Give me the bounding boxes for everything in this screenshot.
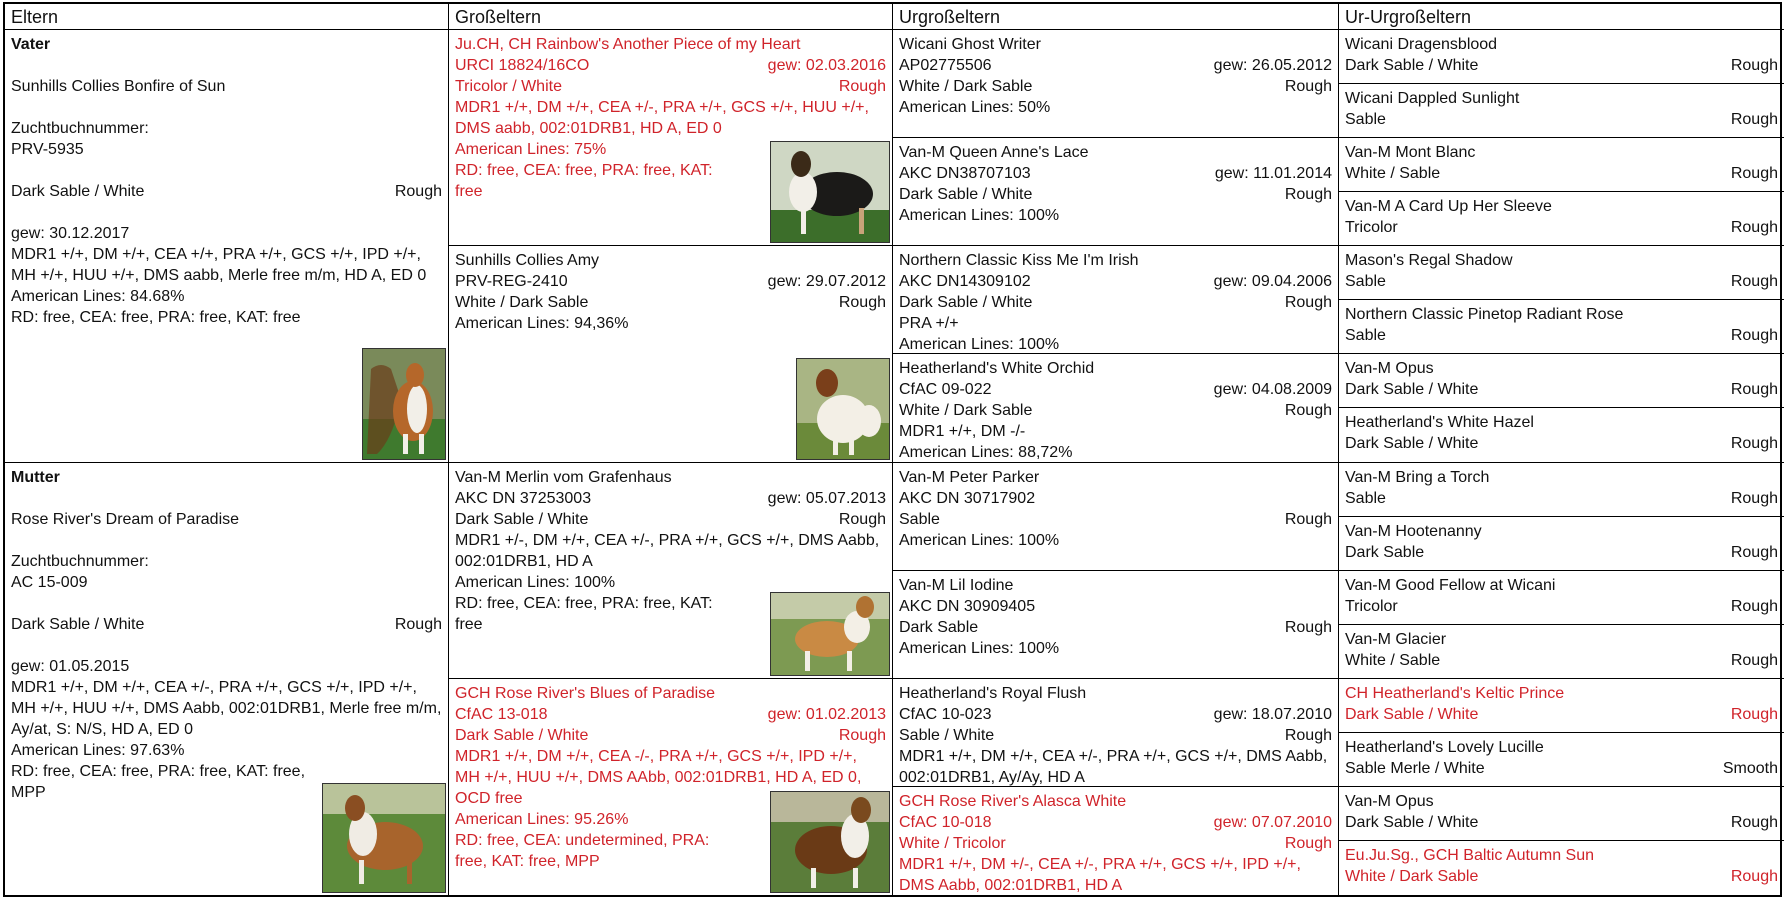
ggp-reg: AKC DN 30909405 (899, 597, 1036, 615)
gggp-color: Dark Sable / White (1345, 435, 1479, 453)
ggp-health: MDR1 +/+, DM +/-, CEA +/-, PRA +/+, GCS +/+, IPD +/+, DMS Aabb, 002:01DRB1, HD A (899, 855, 1301, 894)
gp-color: White / Dark Sable (455, 294, 589, 312)
ggp-coat: Rough (1284, 186, 1332, 204)
father-coat: Rough (394, 183, 442, 200)
ggp-coat: Rough (1284, 78, 1332, 95)
gp-color: Dark Sable / White (455, 726, 589, 744)
gggp-color: White / Dark Sable (1345, 867, 1479, 885)
gggp-name: Eu.Ju.Sg., GCH Baltic Autumn Sun (1345, 846, 1595, 864)
grandparent-cell-2 (449, 463, 893, 679)
ggp-born: gew: 11.01.2014 (1214, 165, 1332, 183)
gp-eyes: RD: free, CEA: free, PRA: free, KAT: free (455, 162, 713, 200)
ggg-cell-5 (1339, 300, 1784, 354)
gggp-color: Dark Sable / White (1345, 813, 1479, 831)
gp-coat: Rough (838, 294, 886, 312)
ggp-lines: American Lines: 50% (899, 99, 1051, 116)
ggp-health: PRA +/+ (899, 315, 959, 333)
ggg-cell-15 (1339, 841, 1784, 895)
gggp-coat: Rough (1730, 489, 1778, 507)
gggp-coat: Rough (1730, 273, 1778, 291)
mother-reg: AC 15-009 (11, 573, 88, 591)
mother-reg-label: Zuchtbuchnummer: (11, 552, 149, 570)
gp-reg: CfAC 13-018 (455, 705, 548, 723)
gggp-color: Sable (1345, 111, 1386, 129)
header-parents: Eltern (5, 4, 449, 30)
mother-health: MDR1 +/+, DM +/+, CEA +/-, PRA +/+, GCS +/+, IPD +/+, MH +/+, HUU +/+, DMS Aabb, 002:01DRB1, Merle free m/m, Ay/at, S: N/S, HD A, ED 0 (11, 678, 442, 738)
gggp-coat: Rough (1730, 57, 1778, 74)
ggp-color: Dark Sable / White (899, 186, 1033, 204)
gggp-color: Dark Sable / White (1345, 705, 1479, 723)
gp-reg: PRV-REG-2410 (455, 273, 568, 291)
gggp-color: Sable (1345, 327, 1386, 345)
header-great-grandparents: Urgroßeltern (893, 4, 1339, 30)
ggp-name: Heatherland's White Orchid (899, 360, 1095, 378)
pedigree-table (3, 2, 1782, 897)
great-grandparent-cell-4 (893, 463, 1339, 571)
ggg-cell-4 (1339, 246, 1784, 300)
ggg-cell-14 (1339, 787, 1784, 841)
ggp-name: Wicani Ghost Writer (899, 36, 1041, 53)
gp-lines: American Lines: 75% (455, 141, 607, 158)
great-grandparent-cell-0 (893, 30, 1339, 138)
ggp-name: Northern Classic Kiss Me I'm Irish (899, 252, 1139, 270)
gggp-coat: Rough (1730, 651, 1778, 669)
gp-coat: Rough (838, 726, 886, 744)
gggp-color: Dark Sable / White (1345, 381, 1479, 399)
ggp-lines: American Lines: 100% (899, 531, 1060, 549)
ggp-health: MDR1 +/+, DM +/+, CEA +/-, PRA +/+, GCS +/+, DMS Aabb, 002:01DRB1, Ay/Ay, HD A (899, 747, 1328, 786)
ggp-name: Van-M Lil Iodine (899, 576, 1014, 594)
header-grandparents: Großeltern (449, 4, 893, 30)
grandparent-cell-0 (449, 30, 893, 246)
gggp-name: Van-M A Card Up Her Sleeve (1345, 198, 1552, 216)
ggp-lines: American Lines: 100% (899, 336, 1060, 354)
ggp-coat: Rough (1284, 834, 1332, 852)
gggp-color: Dark Sable / White (1345, 57, 1479, 74)
ggp-born: gew: 18.07.2010 (1213, 705, 1332, 723)
gggp-coat: Rough (1730, 867, 1778, 885)
gggp-coat: Rough (1730, 381, 1778, 399)
gggp-name: Wicani Dappled Sunlight (1345, 90, 1520, 108)
father-eyes: RD: free, CEA: free, PRA: free, KAT: free (11, 309, 301, 326)
ggp-coat: Rough (1284, 726, 1332, 744)
mother-eyes: RD: free, CEA: free, PRA: free, KAT: free, MPP (11, 762, 306, 801)
ggp-born: gew: 26.05.2012 (1213, 57, 1332, 74)
gggp-coat: Rough (1730, 111, 1778, 129)
grandparent-cell-3 (449, 679, 893, 895)
gp-born: gew: 02.03.2016 (767, 57, 886, 74)
grandparent-photo-3 (770, 791, 890, 893)
ggp-born: gew: 07.07.2010 (1213, 813, 1332, 831)
mother-lines: American Lines: 97.63% (11, 741, 185, 759)
ggp-color: Dark Sable (899, 618, 979, 636)
ggg-cell-10 (1339, 571, 1784, 625)
gggp-name: Heatherland's Lovely Lucille (1345, 738, 1544, 756)
ggp-coat: Rough (1284, 294, 1332, 312)
great-grandparent-cell-7 (893, 787, 1339, 895)
gp-eyes: RD: free, CEA: undetermined, PRA: free, KAT: free, MPP (455, 831, 710, 870)
gggp-coat: Rough (1730, 705, 1778, 723)
gp-color: Tricolor / White (455, 78, 562, 95)
ggp-color: White / Dark Sable (899, 78, 1033, 95)
gp-born: gew: 29.07.2012 (767, 273, 886, 291)
gggp-name: Van-M Opus (1345, 360, 1434, 378)
gggp-name: Van-M Mont Blanc (1345, 144, 1476, 162)
gggp-color: Tricolor (1345, 219, 1398, 237)
gggp-name: Van-M Bring a Torch (1345, 468, 1490, 486)
ggp-lines: American Lines: 88,72% (899, 444, 1073, 462)
ggp-color: White / Dark Sable (899, 402, 1033, 420)
ggp-reg: AKC DN14309102 (899, 273, 1031, 291)
ggp-color: Sable / White (899, 726, 995, 744)
great-grandparent-cell-1 (893, 138, 1339, 246)
great-grandparent-cell-2 (893, 246, 1339, 354)
mother-photo (322, 783, 446, 893)
gggp-name: Northern Classic Pinetop Radiant Rose (1345, 306, 1624, 324)
mother-role: Mutter (11, 468, 60, 486)
gggp-coat: Rough (1730, 813, 1778, 831)
header-great-great-grandparents: Ur-Urgroßeltern (1339, 4, 1784, 30)
ggp-reg: CfAC 10-023 (899, 705, 992, 723)
gp-health: MDR1 +/+, DM +/+, CEA +/-, PRA +/+, GCS +/+, HUU +/+, DMS aabb, 002:01DRB1, HD A, ED 0 (455, 99, 869, 137)
gp-eyes: RD: free, CEA: free, PRA: free, KAT: free (455, 594, 713, 633)
father-reg: PRV-5935 (11, 141, 84, 158)
ggp-lines: American Lines: 100% (899, 207, 1060, 225)
gp-coat: Rough (838, 78, 886, 95)
gggp-name: Van-M Good Fellow at Wicani (1345, 576, 1556, 594)
gggp-name: Wicani Dragensblood (1345, 36, 1498, 53)
gggp-name: CH Heatherland's Keltic Prince (1345, 684, 1565, 702)
ggp-name: Van-M Peter Parker (899, 468, 1040, 486)
mother-coat: Rough (394, 615, 442, 633)
gggp-name: Heatherland's White Hazel (1345, 414, 1534, 432)
ggg-cell-3 (1339, 192, 1784, 246)
ggp-reg: CfAC 09-022 (899, 381, 992, 399)
mother-born: gew: 01.05.2015 (11, 657, 130, 675)
gp-lines: American Lines: 95.26% (455, 810, 629, 828)
great-grandparent-cell-3 (893, 354, 1339, 462)
gp-name: Sunhills Collies Amy (455, 252, 600, 270)
gp-health: MDR1 +/-, DM +/+, CEA +/-, PRA +/+, GCS +/+, DMS Aabb, 002:01DRB1, HD A (455, 531, 880, 570)
great-grandparent-cell-5 (893, 571, 1339, 679)
gp-name: Ju.CH, CH Rainbow's Another Piece of my Heart (455, 36, 801, 53)
ggp-lines: American Lines: 100% (899, 639, 1060, 657)
ggg-cell-0 (1339, 30, 1784, 84)
ggp-reg: CfAC 10-018 (899, 813, 992, 831)
ggg-cell-13 (1339, 733, 1784, 787)
gggp-color: Dark Sable (1345, 543, 1425, 561)
gp-name: Van-M Merlin vom Grafenhaus (455, 468, 672, 486)
father-born: gew: 30.12.2017 (11, 225, 130, 242)
father-name: Sunhills Collies Bonfire of Sun (11, 78, 226, 95)
gp-name: GCH Rose River's Blues of Paradise (455, 684, 716, 702)
ggg-cell-6 (1339, 354, 1784, 408)
great-grandparent-cell-6 (893, 679, 1339, 787)
ggp-reg: AKC DN 30717902 (899, 489, 1036, 507)
father-color: Dark Sable / White (11, 183, 145, 200)
gggp-color: Sable (1345, 489, 1386, 507)
gggp-color: White / Sable (1345, 651, 1441, 669)
gggp-color: Sable (1345, 273, 1386, 291)
ggp-coat: Rough (1284, 618, 1332, 636)
ggg-cell-11 (1339, 625, 1784, 679)
gggp-color: White / Sable (1345, 165, 1441, 183)
gggp-coat: Rough (1730, 327, 1778, 345)
gp-coat: Rough (838, 510, 886, 528)
father-health: MDR1 +/+, DM +/+, CEA +/+, PRA +/+, GCS +/+, IPD +/+, MH +/+, HUU +/+, DMS aabb, Merle free m/m, HD A, ED 0 (11, 246, 427, 284)
grandparent-photo-1 (796, 358, 890, 460)
ggp-color: White / Tricolor (899, 834, 1006, 852)
father-photo (362, 348, 446, 460)
father-lines: American Lines: 84.68% (11, 288, 185, 305)
gggp-coat: Rough (1730, 597, 1778, 615)
ggg-cell-2 (1339, 138, 1784, 192)
mother-cell (5, 463, 449, 896)
ggg-cell-9 (1339, 517, 1784, 571)
ggp-coat: Rough (1284, 402, 1332, 420)
ggp-health: MDR1 +/+, DM -/- (899, 423, 1026, 441)
mother-color: Dark Sable / White (11, 615, 145, 633)
gp-reg: URCI 18824/16CO (455, 57, 590, 74)
father-reg-label: Zuchtbuchnummer: (11, 120, 149, 137)
ggp-born: gew: 04.08.2009 (1213, 381, 1332, 399)
ggg-cell-7 (1339, 408, 1784, 462)
ggp-name: Heatherland's Royal Flush (899, 684, 1087, 702)
grandparent-photo-2 (770, 592, 890, 676)
ggp-reg: AKC DN38707103 (899, 165, 1031, 183)
ggp-color: Sable (899, 510, 940, 528)
grandparent-photo-0 (770, 141, 890, 243)
ggg-cell-8 (1339, 463, 1784, 517)
gggp-name: Van-M Hootenanny (1345, 522, 1482, 540)
gp-born: gew: 01.02.2013 (767, 705, 886, 723)
ggp-coat: Rough (1284, 510, 1332, 528)
gggp-coat: Rough (1730, 219, 1778, 237)
gggp-name: Van-M Opus (1345, 792, 1434, 810)
gp-health: MDR1 +/+, DM +/+, CEA -/-, PRA +/+, GCS +/+, IPD +/+, MH +/+, HUU +/+, DMS AAbb, 002:01DRB1, HD A, ED 0, OCD free (455, 747, 862, 807)
ggp-color: Dark Sable / White (899, 294, 1033, 312)
gggp-coat: Rough (1730, 543, 1778, 561)
gggp-coat: Smooth (1722, 759, 1778, 777)
ggp-name: GCH Rose River's Alasca White (899, 792, 1127, 810)
father-cell (5, 30, 449, 463)
gggp-color: Tricolor (1345, 597, 1398, 615)
gp-lines: American Lines: 94,36% (455, 315, 629, 333)
gp-born: gew: 05.07.2013 (767, 489, 886, 507)
ggp-name: Van-M Queen Anne's Lace (899, 144, 1089, 162)
ggg-cell-12 (1339, 679, 1784, 733)
ggg-cell-1 (1339, 84, 1784, 138)
ggp-reg: AP02775506 (899, 57, 992, 74)
father-role: Vater (11, 36, 51, 53)
gggp-name: Mason's Regal Shadow (1345, 252, 1513, 270)
gggp-coat: Rough (1730, 165, 1778, 183)
gggp-coat: Rough (1730, 435, 1778, 453)
gp-reg: AKC DN 37253003 (455, 489, 592, 507)
ggp-born: gew: 09.04.2006 (1213, 273, 1332, 291)
gggp-name: Van-M Glacier (1345, 630, 1447, 648)
mother-name: Rose River's Dream of Paradise (11, 510, 240, 528)
grandparent-cell-1 (449, 246, 893, 462)
gp-color: Dark Sable / White (455, 510, 589, 528)
gggp-color: Sable Merle / White (1345, 759, 1485, 777)
gp-lines: American Lines: 100% (455, 573, 616, 591)
